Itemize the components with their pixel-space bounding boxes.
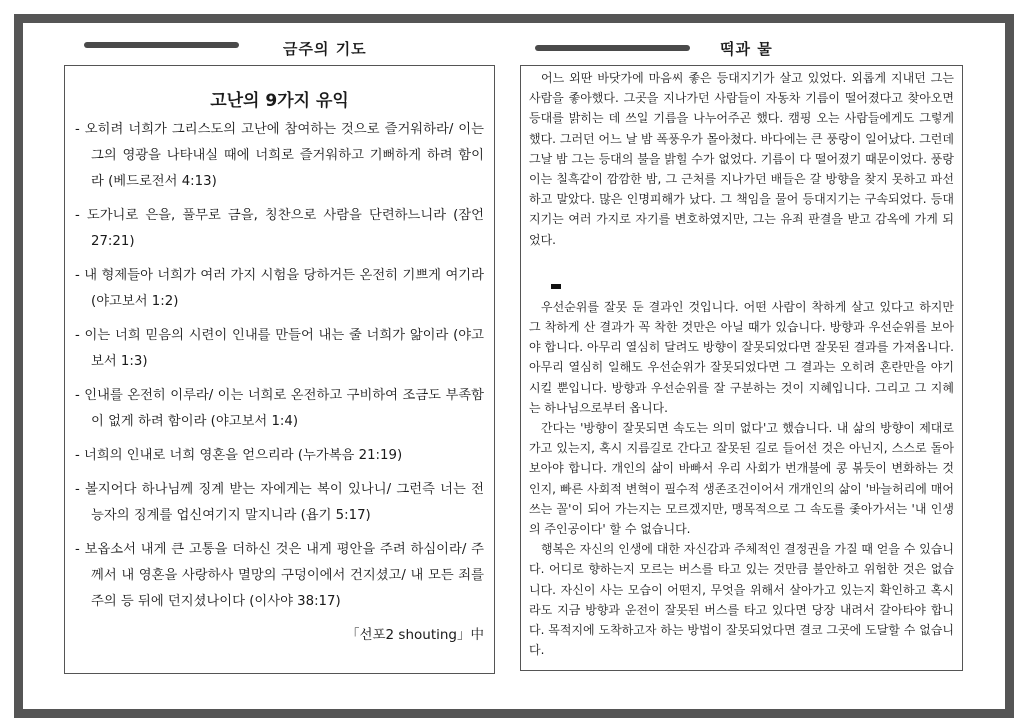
source-citation: 「선포2 shouting」中: [345, 627, 484, 643]
essay-paragraph: 우선순위를 잘못 둔 결과인 것입니다. 어떤 사람이 착하게 살고 있다고 하지만 그 착하게 산 결과가 꼭 착한 것만은 아닐 때가 있습니다. 방향과 우선순위를 보아야 합니다. 아무리 열심히 달려도 방향이 잘못되었다면 잘못된 결과를 가져옵니다. 아무리 열심히 일해도 우선순위가 잘못되었다면 그 결과는 오히려 혼란만을 야기 시킬 뿐입니다. 방향과 우선순위를 잘 구분하는 것이 지혜입니다. 그리고 그 지혜는 하나님으로부터 옵니다.: [529, 299, 954, 415]
right-header-bar: [535, 45, 690, 51]
verse-item: - 이는 너희 믿음의 시련이 인내를 만들어 내는 줄 너희가 앎이라 (야고보서 1:3): [75, 328, 484, 369]
verse-item: - 너희의 인내로 너희 영혼을 얻으리라 (누가복음 21:19): [75, 448, 403, 463]
section-bullet-marker: [551, 284, 561, 289]
prayer-title: 고난의 9가지 유익: [210, 91, 349, 111]
verse-item: - 도가니로 은을, 풀무로 금을, 칭찬으로 사람을 단련하느니라 (잠언 27:21): [75, 208, 484, 249]
left-section-title: 금주의 기도: [283, 40, 367, 58]
verse-item: - 오히려 너희가 그리스도의 고난에 참여하는 것으로 즐거워하라/ 이는 그의 영광을 나타내실 때에 너희로 즐거워하고 기뻐하게 하려 함이라 (베드로전서 4:13): [75, 122, 484, 189]
essay-paragraph: 간다는 '방향이 잘못되면 속도는 의미 없다'고 했습니다. 내 삶의 방향이 제대로 가고 있는지, 혹시 지름길로 간다고 잘못된 길로 들어선 것은 아닌지, 스스로 돌아보아야 합니다. 개인의 삶이 바빠서 우리 사회가 번개불에 콩 볶듯이 변화하는 것인지, 빠른 사회적 변혁이 필수적 생존조건이어서 개개인의 삶이 '바늘허리에 매어 쓰는 꼴'이 되어 가는지는 모르겠지만, 맹목적으로 그 속도를 좇아가서는 '내 인생의 주인공이다' 할 수 없습니다.: [529, 421, 954, 537]
essay-box: [520, 65, 963, 671]
verse-item: - 볼지어다 하나님께 징계 받는 자에게는 복이 있나니/ 그런즉 너는 전능자의 징계를 업신여기지 말지니라 (욥기 5:17): [75, 482, 484, 523]
right-section-title: 떡과 물: [720, 40, 773, 58]
verse-item: - 내 형제들아 너희가 여러 가지 시험을 당하거든 온전히 기쁘게 여기라 (야고보서 1:2): [75, 268, 484, 309]
essay-paragraph: 어느 외딴 바닷가에 마음씨 좋은 등대지기가 살고 있었다. 외롭게 지내던 그는 사람을 좋아했다. 그곳을 지나가던 사람들이 자동차 기름이 떨어졌다고 찾아오면 등대를 밝히는 데 쓰일 기름을 나누어주곤 했다. 캠핑 오는 사람들에게도 그렇게 했다. 그러던 어느 날 밤 폭풍우가 몰아쳤다. 바다에는 큰 풍랑이 일어났다. 그런데 그날 밤 그는 등대의 불을 밝힐 수가 없었다. 기름이 다 떨어졌기 때문이었다. 풍랑 이는 칠흑같이 깜깜한 밤, 그 근처를 지나가던 배들은 갈 방향을 찾지 못하고 파선하고 말았다. 많은 인명피해가 났다. 그 책임을 물어 등대지기는 구속되었다. 등대지기는 여러 가지로 자기를 변호하였지만, 그는 유죄 판결을 받고 감옥에 가게 되었다.: [529, 71, 954, 247]
verse-item: - 인내를 온전히 이루라/ 이는 너희로 온전하고 구비하여 조금도 부족함이 없게 하려 함이라 (야고보서 1:4): [75, 388, 484, 429]
left-header-bar: [84, 42, 239, 48]
verse-item: - 보옵소서 내게 큰 고통을 더하신 것은 내게 평안을 주려 하심이라/ 주께서 내 영혼을 사랑하사 멸망의 구덩이에서 건지셨고/ 내 모든 죄를 주의 등 뒤에 던지셨나이다 (이사야 38:17): [75, 542, 484, 609]
prayer-box: [64, 65, 495, 674]
essay-paragraph: 행복은 자신의 인생에 대한 자신감과 주체적인 결정권을 가질 때 얻을 수 있습니다. 어디로 향하는지 모르는 버스를 타고 있는 것만큼 불안하고 위험한 것은 없습니다. 자신이 사는 모습이 어떤지, 무엇을 위해서 살아가고 있는지 확인하고 혹시라도 지금 방향과 운전이 잘못된 버스를 타고 있다면 당장 내려서 갈아타야 합니다. 목적지에 도착하고자 하는 방법이 잘못되었다면 결코 그곳에 도달할 수 없습니다.: [529, 542, 954, 658]
